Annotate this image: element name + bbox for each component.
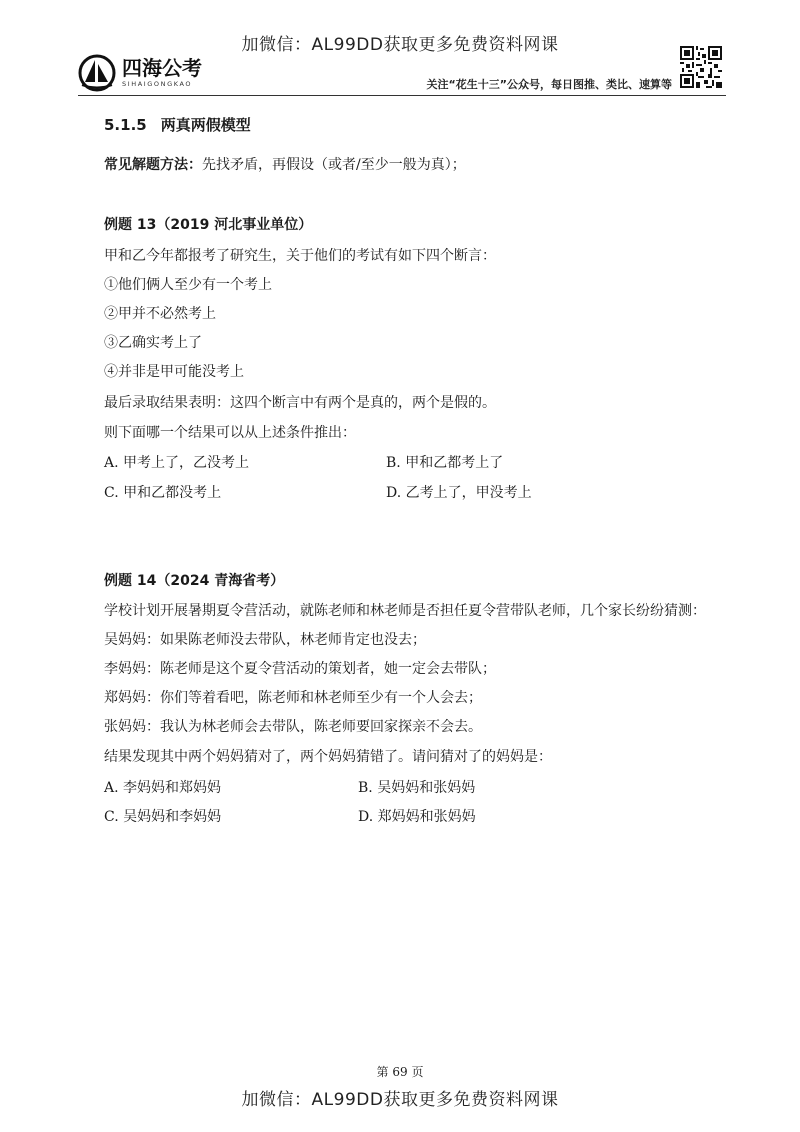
example-13-statement-4: ④并非是甲可能没考上 [104, 364, 244, 380]
method-paragraph [104, 154, 466, 174]
wechat-watermark-bottom: 加微信：AL99DD获取更多免费资料网课 [241, 1090, 559, 1110]
example-14-stem: 学校计划开展暑期夏令营活动，就陈老师和林老师是否担任夏令营带队老师，几个家长纷纷猜测： [104, 603, 706, 619]
method-text: 先找矛盾，再假设（或者/至少一般为真）； [202, 157, 466, 173]
example-14-option-c: C. 吴妈妈和李妈妈 [104, 809, 222, 825]
header-note: 关注“花生十三”公众号，每日图推、类比、速算等 [426, 78, 672, 91]
example-13-stem: 甲和乙今年都报考了研究生，关于他们的考试有如下四个断言： [104, 248, 496, 264]
section-number: 5.1.5 [104, 116, 147, 134]
example-13-question: 则下面哪一个结果可以从上述条件推出： [104, 425, 356, 441]
qr-code-icon [680, 46, 722, 88]
example-14-zheng-mother: 郑妈妈：你们等着看吧，陈老师和林老师至少有一个人会去； [104, 690, 482, 706]
example-14-question: 结果发现其中两个妈妈猜对了，两个妈妈猜错了。请问猜对了的妈妈是： [104, 749, 552, 765]
example-14-option-a: A. 李妈妈和郑妈妈 [104, 780, 222, 796]
section-heading [104, 114, 251, 135]
section-title: 两真两假模型 [160, 116, 251, 134]
example-14-option-d: D. 郑妈妈和张妈妈 [358, 809, 476, 825]
example-14-zhang-mother: 张妈妈：我认为林老师会去带队，陈老师要回家探亲不会去。 [104, 719, 482, 735]
example-13-statement-1: ①他们俩人至少有一个考上 [104, 277, 272, 293]
logo-name: 四海公考 [122, 56, 202, 80]
example-14-li-mother: 李妈妈：陈老师是这个夏令营活动的策划者，她一定会去带队； [104, 661, 496, 677]
example-13-option-a: A. 甲考上了，乙没考上 [104, 455, 250, 471]
method-label: 常见解题方法： [104, 157, 202, 173]
example-13-title: 例题 13（2019 河北事业单位） [104, 217, 313, 233]
example-13-statement-3: ③乙确实考上了 [104, 335, 202, 351]
logo-subtitle: SIHAIGONGKAO [122, 80, 193, 88]
example-13-result: 最后录取结果表明：这四个断言中有两个是真的，两个是假的。 [104, 395, 496, 411]
example-14-title: 例题 14（2024 青海省考） [104, 573, 285, 589]
sailboat-logo-icon [78, 54, 116, 92]
header-divider [78, 95, 726, 96]
wechat-watermark-top: 加微信：AL99DD获取更多免费资料网课 [241, 35, 559, 55]
sihai-logo [78, 54, 202, 92]
example-13-option-d: D. 乙考上了，甲没考上 [386, 485, 532, 501]
page-number: 第 69 页 [376, 1065, 424, 1079]
example-13-option-b: B. 甲和乙都考上了 [386, 455, 504, 471]
example-14-wu-mother: 吴妈妈：如果陈老师没去带队，林老师肯定也没去； [104, 632, 426, 648]
example-13-statement-2: ②甲并不必然考上 [104, 306, 216, 322]
example-13-option-c: C. 甲和乙都没考上 [104, 485, 222, 501]
example-14-option-b: B. 吴妈妈和张妈妈 [358, 780, 476, 796]
